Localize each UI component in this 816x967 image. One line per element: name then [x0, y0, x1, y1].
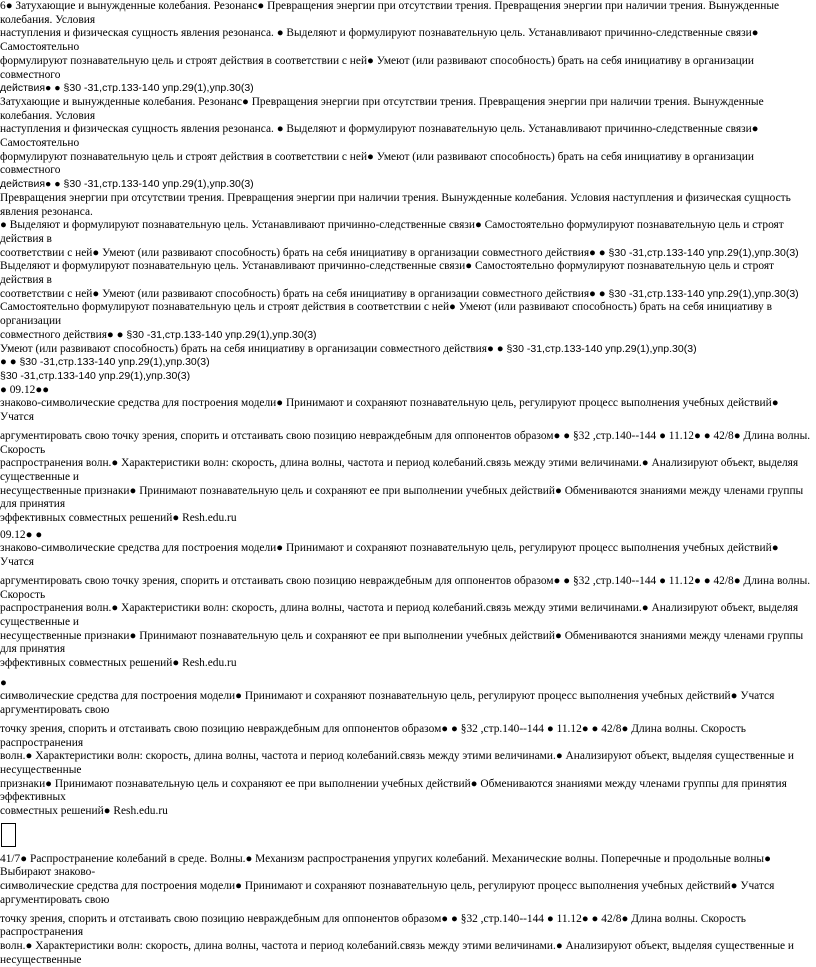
textbook-reference: §30 -31,стр.133-140 упр.29(1),упр.30(3) — [0, 369, 191, 382]
text-line — [0, 343, 814, 357]
date-line: ● 09.12●● — [0, 383, 50, 396]
text-line: несущественные признаки● Принимают познавательную цель и сохраняют ее при выполнении учебных действий● Обмениваются знаниями между членами группы для принятия — [0, 629, 804, 656]
text-line: 6● Затухающие и вынужденные колебания. Резонанс● Превращения энергии при отсутствии трения. Превращения энергии при наличии трения. Вынужденные колебания. Условия — [0, 0, 780, 26]
text-run: совместного действия● ● — [0, 328, 124, 341]
textbook-reference: §30 -31,стр.133-140 упр.29(1),упр.30(3) — [19, 356, 210, 369]
text-line — [0, 247, 814, 261]
text-line: Затухающие и вынужденные колебания. Резонанс● Превращения энергии при отсутствии трения. Превращения энергии при наличии трения. Вынужденные колебания. Условия — [0, 95, 764, 122]
lesson-block-6 — [0, 677, 814, 819]
text-line: распространения волн.● Характеристики волн: скорость, длина волны, частота и период колебаний.связь между этими величинами.● Анализируют объект, выделяя существенные и — [0, 602, 799, 628]
date-line: 09.12● ● — [0, 528, 43, 541]
text-line: формулируют познавательную цель и строят действия в соответствии с ней● Умеют (или развивают способность) брать на себя инициативу в организации совместного — [0, 150, 754, 177]
text-line: ● Выделяют и формулируют познавательную цель. Устанавливают причинно-следственные связи● Самостоятельно формулируют познавательную цель и строят действия в — [0, 219, 784, 245]
text-line: эффективных совместных решений● Resh.edu.ru — [0, 512, 237, 525]
lesson-block-7 — [0, 853, 814, 967]
text-line: признаки● Принимают познавательную цель и сохраняют ее при выполнении учебных действий● Обмениваются знаниями между членами группы для принятия эффективных — [0, 777, 787, 804]
text-line: символические средства для построения модели● Принимают и сохраняют познавательную цель, регулируют процесс выполнения учебных действий● Учатся аргументировать свою — [0, 880, 775, 906]
lesson-block-5 — [0, 529, 814, 671]
text-line: совместных решений● Resh.edu.ru — [0, 805, 168, 818]
text-line — [0, 288, 814, 302]
text-line: волн.● Характеристики волн: скорость, длина волны, частота и период колебаний.связь между этими величинами.● Анализируют объект, выделяя существенные и несущественные — [0, 750, 795, 776]
lesson-block-4 — [0, 397, 814, 525]
lesson-block-2 — [0, 96, 814, 192]
text-line: несущественные признаки● Принимают познавательную цель и сохраняют ее при выполнении учебных действий● Обмениваются знаниями между членами группы для принятия — [0, 484, 804, 511]
textbook-reference: действия● ● §30 -31,стр.133-140 упр.29(1),упр.30(3) — [0, 82, 254, 95]
empty-table-cell — [1, 823, 16, 847]
text-run: Умеют (или развивают способность) брать на себя инициативу в организации совместного действия● ● — [0, 342, 504, 355]
textbook-reference: действия● ● §30 -31,стр.133-140 упр.29(1),упр.30(3) — [0, 178, 254, 191]
text-line: Превращения энергии при отсутствии трения. Превращения энергии при наличии трения. Вынужденные колебания. Условия наступления и физическая сущность явления резонанса. — [0, 191, 791, 218]
text-line: знаково-символические средства для построения модели● Принимают и сохраняют познавательную цель, регулируют процесс выполнения учебных действий● Учатся — [0, 397, 779, 424]
text-line — [0, 329, 814, 343]
text-line: 41/7● Распространение колебаний в среде. Волны.● Механизм распространения упругих колебаний. Механические волны. Поперечные и продольные волны● Выбирают знаково- — [0, 852, 771, 879]
text-line: распространения волн.● Характеристики волн: скорость, длина волны, частота и период колебаний.связь между этими величинами.● Анализируют объект, выделяя существенные и — [0, 457, 799, 483]
text-line: формулируют познавательную цель и строят действия в соответствии с ней● Умеют (или развивают способность) брать на себя инициативу в организации совместного — [0, 54, 754, 81]
text-line — [0, 356, 814, 370]
text-line: аргументировать свою точку зрения, спорить и отстаивать свою позицию невраждебным для оппонентов образом● ● §32 ,стр.140--144 ● 11.12● ● 42/8● Длина волны. Скорость — [0, 429, 811, 456]
text-line: знаково-символические средства для построения модели● Принимают и сохраняют познавательную цель, регулируют процесс выполнения учебных действий● Учатся — [0, 542, 779, 569]
text-line: точку зрения, спорить и отстаивать свою позицию невраждебным для оппонентов образом● ● §32 ,стр.140--144 ● 11.12● ● 42/8● Длина волны. Скорость распространения — [0, 722, 746, 749]
lesson-block-3 — [0, 192, 814, 398]
text-line: точку зрения, спорить и отстаивать свою позицию невраждебным для оппонентов образом● ● §32 ,стр.140--144 ● 11.12● ● 42/8● Длина волны. Скорость распространения — [0, 912, 746, 939]
textbook-reference: §30 -31,стр.133-140 упр.29(1),упр.30(3) — [506, 342, 697, 355]
text-line: наступления и физическая сущность явления резонанса. ● Выделяют и формулируют познавательную цель. Устанавливают причинно-следственные связи● Самостоятельно — [0, 123, 759, 150]
textbook-reference: §30 -31,стр.133-140 упр.29(1),упр.30(3) — [608, 246, 799, 259]
text-line: аргументировать свою точку зрения, спорить и отстаивать свою позицию невраждебным для оппонентов образом● ● §32 ,стр.140--144 ● 11.12● ● 42/8● Длина волны. Скорость — [0, 574, 811, 601]
bullet-line: ● — [0, 676, 7, 689]
text-run: ● ● — [0, 356, 17, 369]
text-run: соответствии с ней● Умеют (или развивают способность) брать на себя инициативу в организации совместного действия● ● — [0, 246, 606, 259]
text-line: наступления и физическая сущность явления резонанса. ● Выделяют и формулируют познавательную цель. Устанавливают причинно-следственные связи● Самостоятельно — [0, 27, 759, 54]
textbook-reference: §30 -31,стр.133-140 упр.29(1),упр.30(3) — [126, 328, 317, 341]
text-line: Самостоятельно формулируют познавательную цель и строят действия в соответствии с ней● Умеют (или развивают способность) брать на себя инициативу в организации — [0, 301, 772, 328]
text-line: волн.● Характеристики волн: скорость, длина волны, частота и период колебаний.связь между этими величинами.● Анализируют объект, выделяя существенные и несущественные — [0, 940, 795, 966]
text-line: символические средства для построения модели● Принимают и сохраняют познавательную цель, регулируют процесс выполнения учебных действий● Учатся аргументировать свою — [0, 690, 775, 717]
text-line: эффективных совместных решений● Resh.edu.ru — [0, 657, 237, 670]
text-line: Выделяют и формулируют познавательную цель. Устанавливают причинно-следственные связи● Самостоятельно формулируют познавательную цель и строят действия в — [0, 260, 775, 287]
lesson-block-1 — [0, 0, 814, 96]
text-run: соответствии с ней● Умеют (или развивают способность) брать на себя инициативу в организации совместного действия● ● — [0, 287, 606, 300]
textbook-reference: §30 -31,стр.133-140 упр.29(1),упр.30(3) — [608, 287, 799, 300]
